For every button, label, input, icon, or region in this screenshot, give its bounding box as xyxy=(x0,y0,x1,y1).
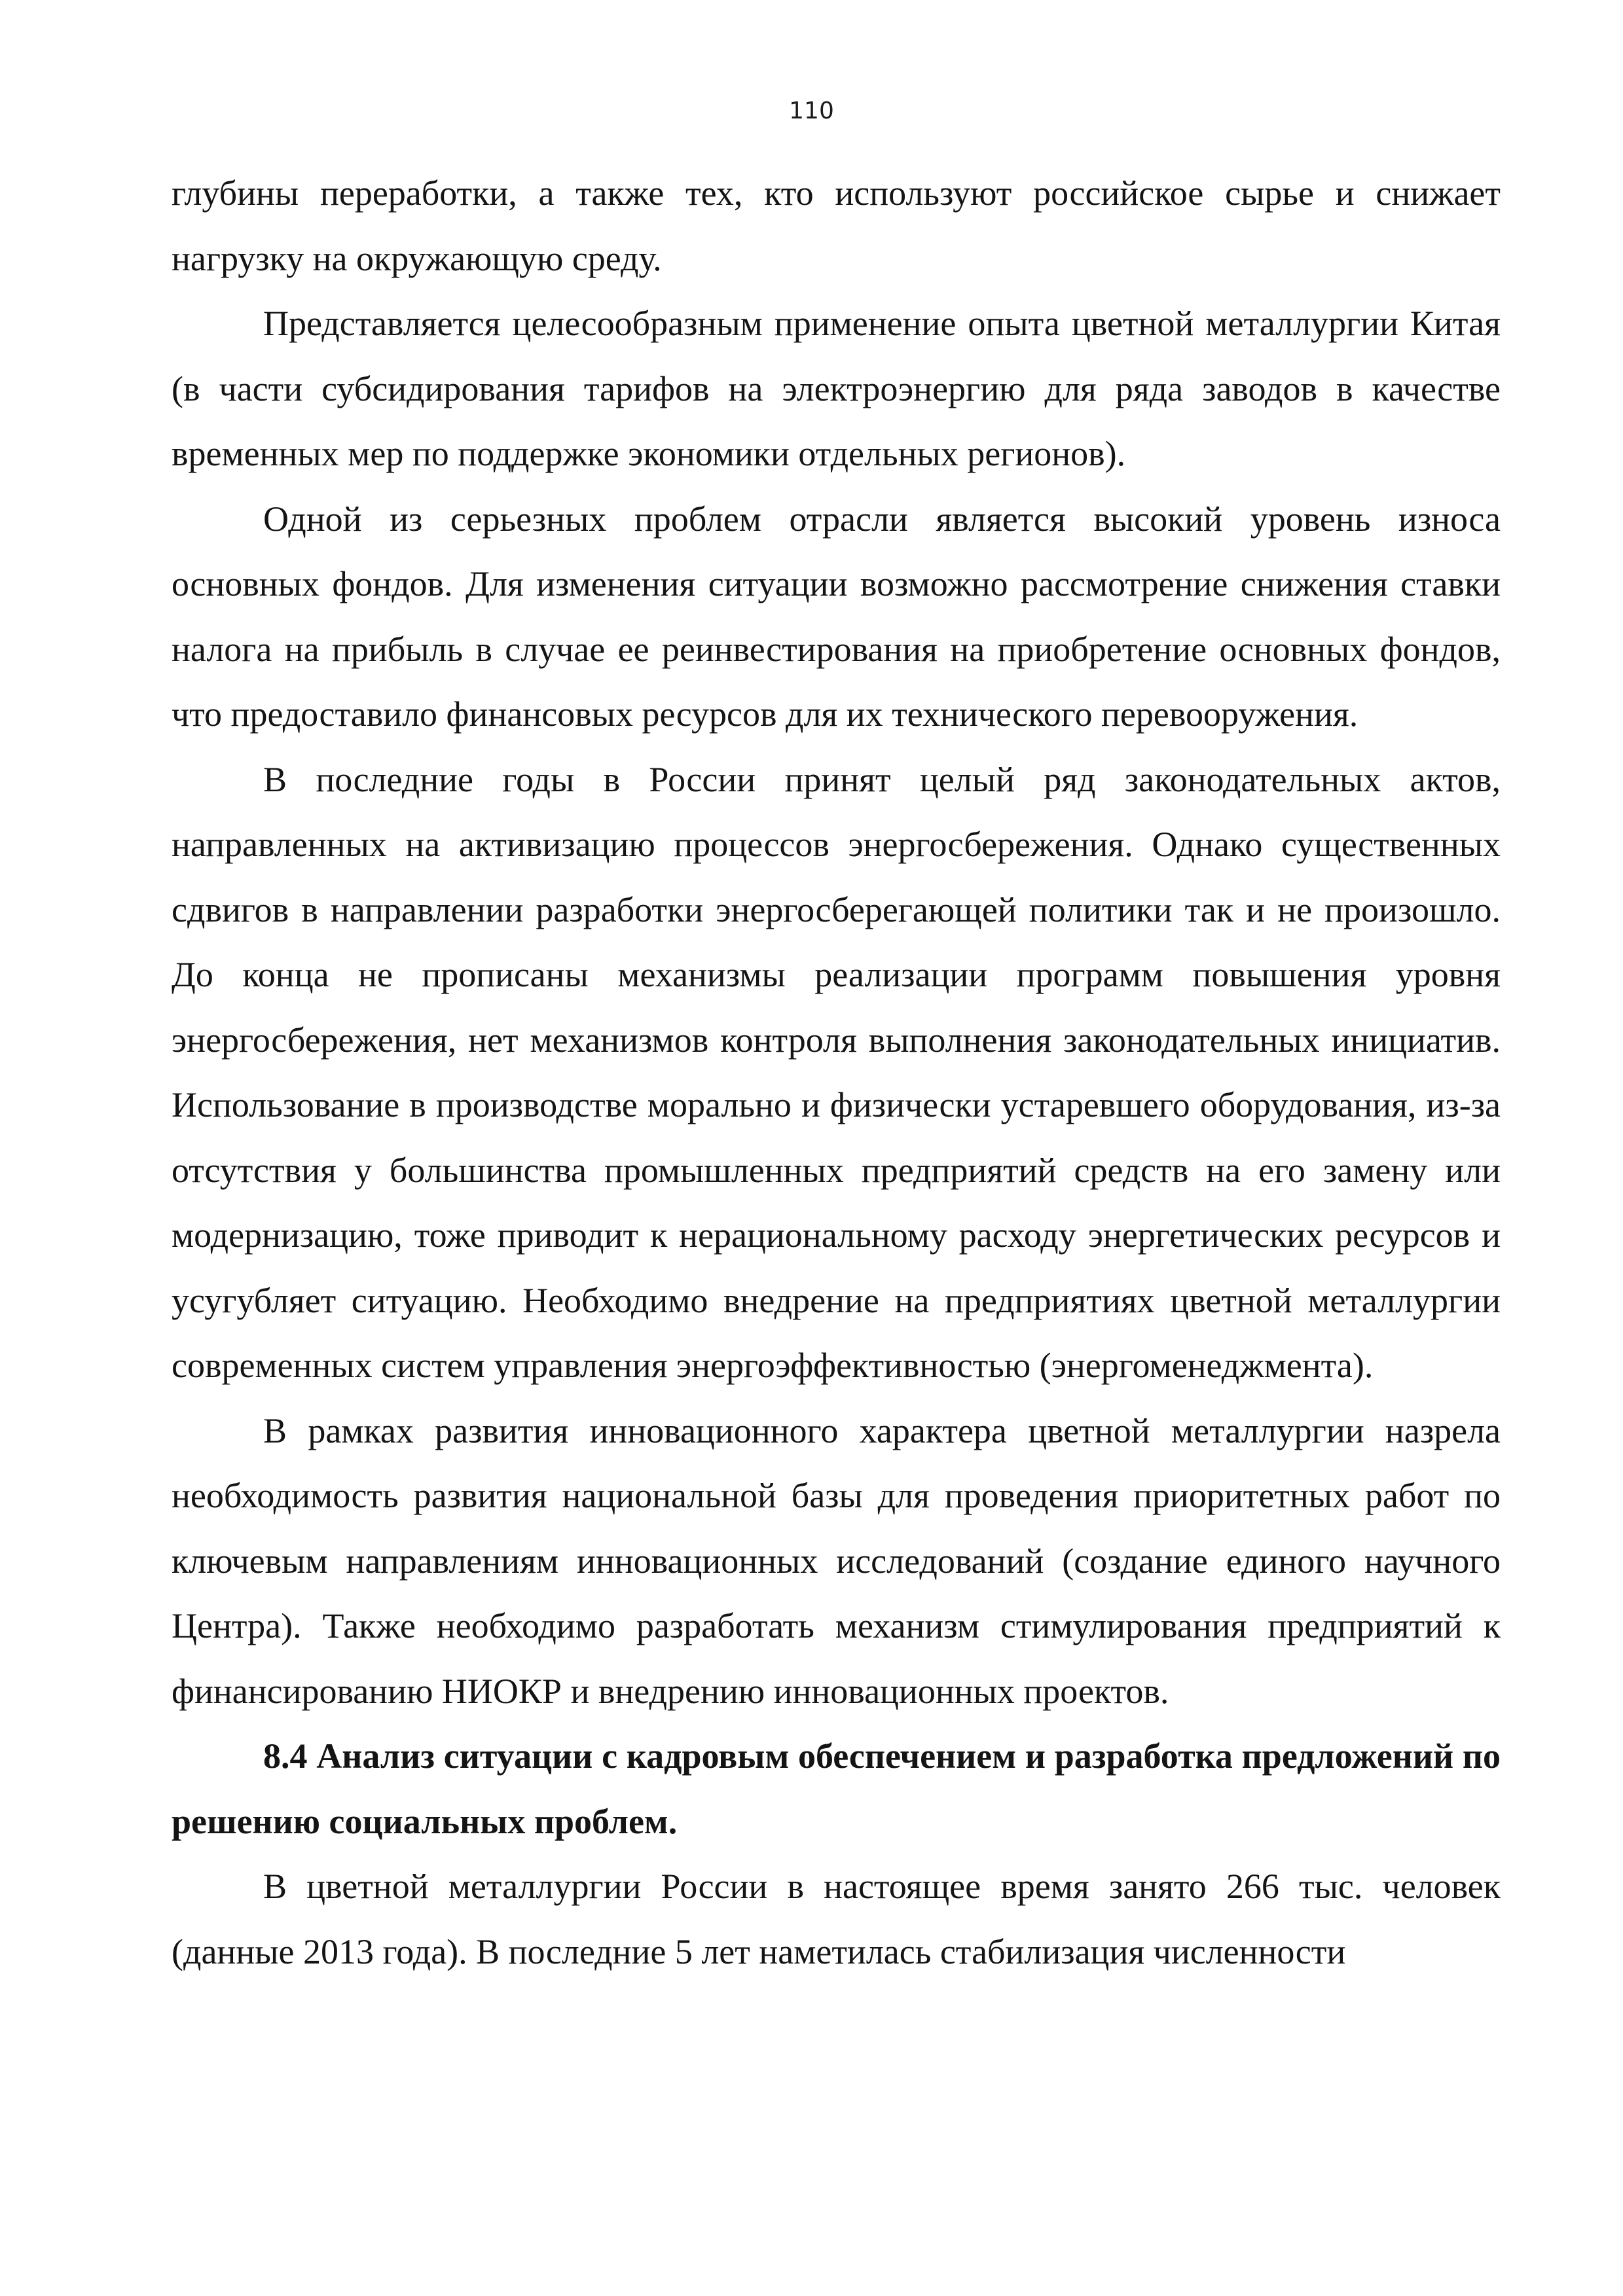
section-heading: 8.4 Анализ ситуации с кадровым обеспечением и разработка предложений по решению социальных проблем. xyxy=(172,1736,1501,1841)
paragraph-fixed-assets-wear: Одной из серьезных проблем отрасли является высокий уровень износа основных фондов. Для изменения ситуации возможно рассмотрение снижения ставки налога на прибыль в случае ее реинвестирования на приобретение основных фондов, что предоставило финансовых ресурсов для их технического перевооружения. xyxy=(172,499,1501,734)
page-number: 110 xyxy=(789,98,834,124)
paragraph-china-experience: Представляется целесообразным применение опыта цветной металлургии Китая (в части субсидирования тарифов на электроэнергию для ряда заводов в качестве временных мер по поддержке экономики отдельных регионов). xyxy=(172,304,1501,473)
paragraph-innovation: В рамках развития инновационного характера цветной металлургии назрела необходимость развития национальной базы для проведения приоритетных работ по ключевым направлениям инновационных исследований (создание единого научного Центра). Также необходимо разработать механизм стимулирования предприятий к финансированию НИОКР и внедрению инновационных проектов. xyxy=(172,1410,1501,1711)
page-body xyxy=(172,161,1501,1984)
paragraph-staffing: В цветной металлургии России в настоящее время занято 266 тыс. человек (данные 2013 года). В последние 5 лет наметилась стабилизация численности xyxy=(172,1867,1501,1971)
paragraph-energy-saving: В последние годы в России принят целый ряд законодательных актов, направленных на активизацию процессов энергосбережения. Однако существенных сдвигов в направлении разработки энергосберегающей политики так и не произошло. До конца не прописаны механизмы реализации программ повышения уровня энергосбережения, нет механизмов контроля выполнения законодательных инициатив. Использование в производстве морально и физически устаревшего оборудования, из-за отсутствия у большинства промышленных предприятий средств на его замену или модернизацию, тоже приводит к нерациональному расходу энергетических ресурсов и усугубляет ситуацию. Необходимо внедрение на предприятиях цветной металлургии современных систем управления энергоэффективностью (энергоменеджмента). xyxy=(172,759,1501,1385)
paragraph-continuation: глубины переработки, а также тех, кто используют российское сырье и снижает нагрузку на окружающую среду. xyxy=(172,173,1501,278)
